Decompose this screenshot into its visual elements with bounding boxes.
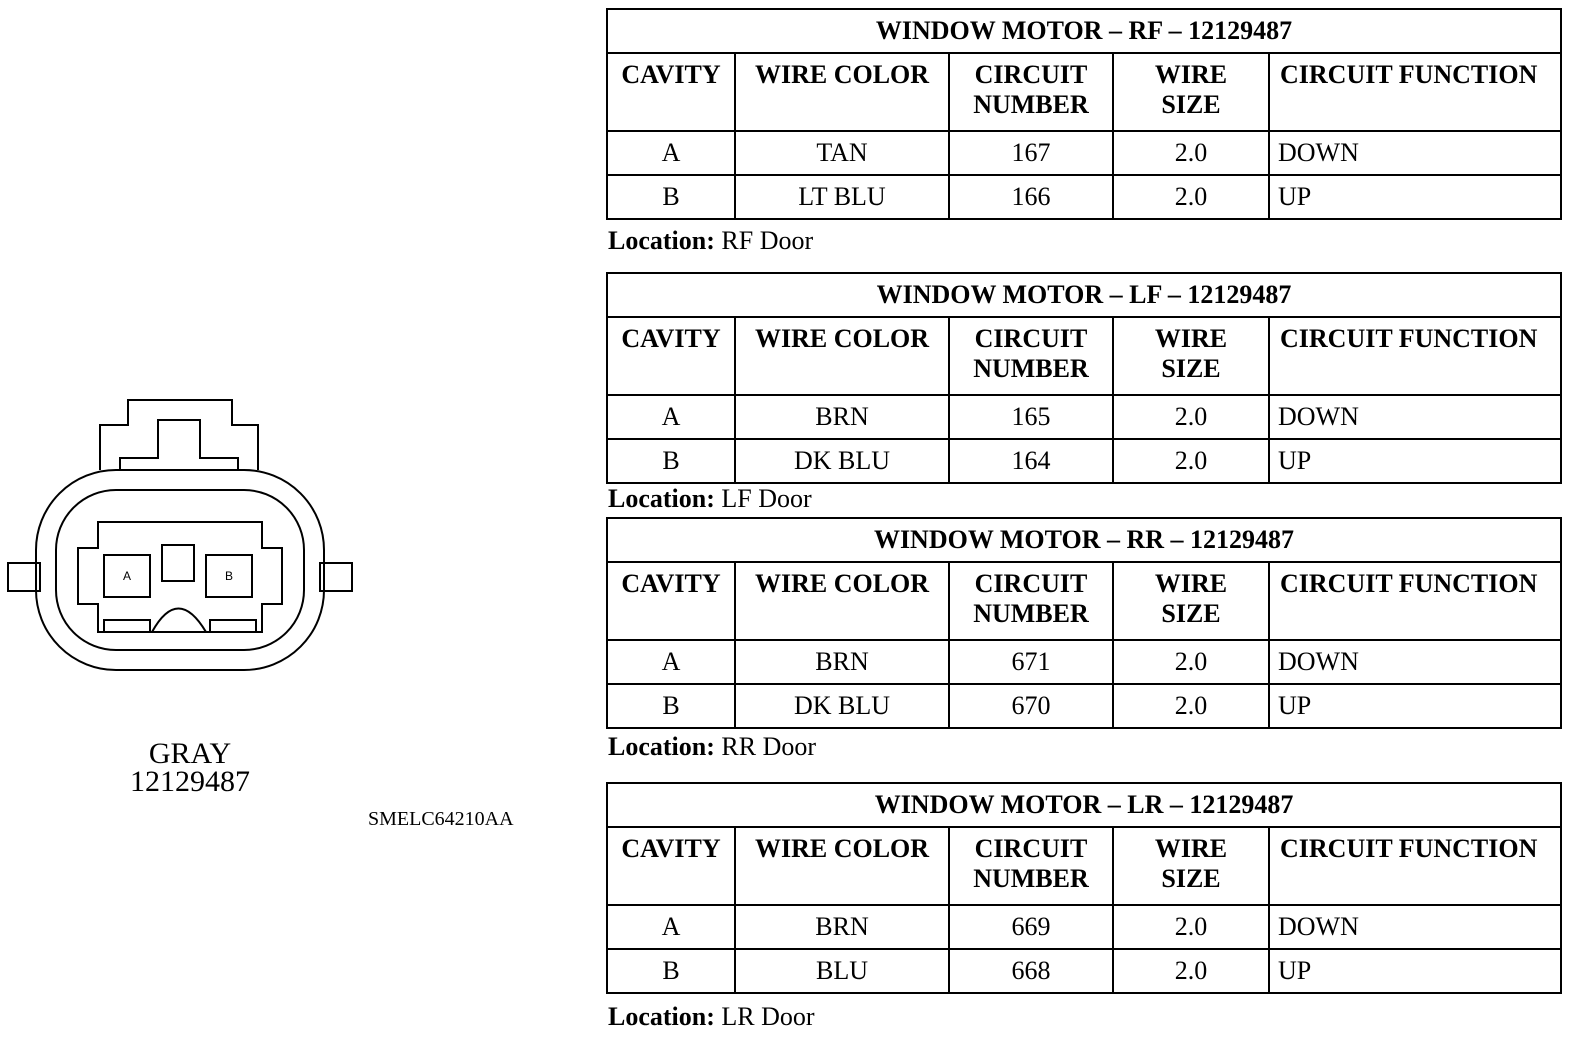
cell-function: DOWN xyxy=(1269,395,1561,439)
cell-size: 2.0 xyxy=(1113,175,1269,219)
cell-function: DOWN xyxy=(1269,640,1561,684)
header-cavity-text: CAVITY xyxy=(621,569,721,598)
cell-function: UP xyxy=(1269,175,1561,219)
header-wire-size-text: SIZE xyxy=(1161,90,1221,119)
cell-wire-color: DK BLU xyxy=(735,439,949,483)
table-row xyxy=(607,439,1561,483)
pinout-table xyxy=(606,272,1562,484)
table-row xyxy=(607,640,1561,684)
header-circuit-number xyxy=(949,827,1113,905)
header-wire-size xyxy=(1113,317,1269,395)
lower-slot-a xyxy=(104,620,150,632)
cell-size: 2.0 xyxy=(1113,439,1269,483)
header-cavity xyxy=(607,53,735,131)
cell-circuit: 670 xyxy=(949,684,1113,728)
location-label: Location: xyxy=(608,732,715,761)
header-wire-size xyxy=(1113,53,1269,131)
header-circuit-number-text: NUMBER xyxy=(973,90,1089,119)
location-value: RR Door xyxy=(721,732,817,761)
center-key xyxy=(162,545,194,581)
connector-inner-wall xyxy=(56,490,304,650)
header-cavity-text: CAVITY xyxy=(621,834,721,863)
cell-cavity: B xyxy=(607,175,735,219)
cell-wire-color: LT BLU xyxy=(735,175,949,219)
table-row xyxy=(607,905,1561,949)
cell-wire-color: BLU xyxy=(735,949,949,993)
header-circuit-number xyxy=(949,317,1113,395)
header-wire-color-text: WIRE COLOR xyxy=(754,324,930,353)
cell-function: UP xyxy=(1269,439,1561,483)
header-wire-color xyxy=(735,562,949,640)
header-wire-size-text: SIZE xyxy=(1161,354,1221,383)
header-wire-size xyxy=(1113,562,1269,640)
cell-size: 2.0 xyxy=(1113,131,1269,175)
location-value: LF Door xyxy=(721,484,812,513)
header-circuit-function-text: CIRCUIT FUNCTION xyxy=(1280,569,1538,598)
header-wire-color xyxy=(735,317,949,395)
header-wire-size-text: WIRE xyxy=(1154,834,1228,863)
connector-color: GRAY xyxy=(148,737,232,770)
header-wire-size-text: WIRE xyxy=(1154,324,1228,353)
table-title: WINDOW MOTOR – RF – 12129487 xyxy=(607,9,1561,53)
cell-circuit: 669 xyxy=(949,905,1113,949)
figure-id: SMELC64210AA xyxy=(368,808,514,830)
location-line xyxy=(608,1002,815,1032)
cell-function: DOWN xyxy=(1269,131,1561,175)
pinout-table xyxy=(606,782,1562,994)
cell-circuit: 164 xyxy=(949,439,1113,483)
cell-wire-color: BRN xyxy=(735,905,949,949)
table-row xyxy=(607,175,1561,219)
table-row xyxy=(607,684,1561,728)
header-circuit-number-text: NUMBER xyxy=(973,599,1089,628)
header-circuit-number-text: NUMBER xyxy=(973,354,1089,383)
header-cavity xyxy=(607,562,735,640)
header-circuit-function xyxy=(1269,317,1561,395)
cell-wire-color: BRN xyxy=(735,395,949,439)
connector-part-number: 12129487 xyxy=(130,765,250,798)
cavity-a-label: A xyxy=(122,569,132,583)
cell-wire-color: TAN xyxy=(735,131,949,175)
header-circuit-function-text: CIRCUIT FUNCTION xyxy=(1280,834,1538,863)
cell-circuit: 165 xyxy=(949,395,1113,439)
cell-circuit: 166 xyxy=(949,175,1113,219)
table-title: WINDOW MOTOR – LF – 12129487 xyxy=(607,273,1561,317)
header-circuit-function xyxy=(1269,562,1561,640)
location-value: RF Door xyxy=(721,226,814,255)
location-value: LR Door xyxy=(721,1002,815,1031)
header-wire-color xyxy=(735,827,949,905)
cell-function: DOWN xyxy=(1269,905,1561,949)
pinout-table xyxy=(606,8,1562,220)
location-label: Location: xyxy=(608,226,715,255)
header-cavity-text: CAVITY xyxy=(621,324,721,353)
header-wire-color-text: WIRE COLOR xyxy=(754,834,930,863)
table-row xyxy=(607,131,1561,175)
header-cavity xyxy=(607,317,735,395)
cavity-b-label: B xyxy=(224,569,234,583)
header-circuit-number-text: CIRCUIT xyxy=(974,324,1088,353)
lower-slot-b xyxy=(210,620,256,632)
header-circuit-function-text: CIRCUIT FUNCTION xyxy=(1280,324,1538,353)
table-title: WINDOW MOTOR – LR – 12129487 xyxy=(607,783,1561,827)
cell-cavity: B xyxy=(607,684,735,728)
cell-circuit: 671 xyxy=(949,640,1113,684)
header-circuit-number-text: NUMBER xyxy=(973,864,1089,893)
cell-size: 2.0 xyxy=(1113,684,1269,728)
cell-cavity: B xyxy=(607,439,735,483)
header-wire-color-text: WIRE COLOR xyxy=(754,569,930,598)
center-arch xyxy=(152,609,206,633)
table-row xyxy=(607,949,1561,993)
header-wire-size xyxy=(1113,827,1269,905)
table-title: WINDOW MOTOR – RR – 12129487 xyxy=(607,518,1561,562)
cell-size: 2.0 xyxy=(1113,640,1269,684)
location-line xyxy=(608,484,812,514)
header-circuit-number-text: CIRCUIT xyxy=(974,569,1088,598)
location-label: Location: xyxy=(608,484,715,513)
cell-size: 2.0 xyxy=(1113,395,1269,439)
cell-circuit: 668 xyxy=(949,949,1113,993)
cell-function: UP xyxy=(1269,684,1561,728)
table-row xyxy=(607,395,1561,439)
cell-wire-color: DK BLU xyxy=(735,684,949,728)
cell-cavity: A xyxy=(607,131,735,175)
cell-cavity: A xyxy=(607,395,735,439)
cell-function: UP xyxy=(1269,949,1561,993)
cell-wire-color: BRN xyxy=(735,640,949,684)
cell-size: 2.0 xyxy=(1113,905,1269,949)
location-line xyxy=(608,732,816,762)
header-wire-color-text: WIRE COLOR xyxy=(754,60,930,89)
header-wire-color xyxy=(735,53,949,131)
location-label: Location: xyxy=(608,1002,715,1031)
pinout-table xyxy=(606,517,1562,729)
header-circuit-number-text: CIRCUIT xyxy=(974,834,1088,863)
header-circuit-function xyxy=(1269,53,1561,131)
header-wire-size-text: SIZE xyxy=(1161,864,1221,893)
connector-body xyxy=(36,470,324,670)
latch-outline xyxy=(100,400,258,470)
header-wire-size-text: WIRE xyxy=(1154,569,1228,598)
location-line xyxy=(608,226,813,256)
header-circuit-number xyxy=(949,562,1113,640)
latch-inner xyxy=(120,420,238,470)
header-wire-size-text: WIRE xyxy=(1154,60,1228,89)
header-circuit-number xyxy=(949,53,1113,131)
header-circuit-function-text: CIRCUIT FUNCTION xyxy=(1280,60,1538,89)
cell-cavity: B xyxy=(607,949,735,993)
header-wire-size-text: SIZE xyxy=(1161,599,1221,628)
header-cavity-text: CAVITY xyxy=(621,60,721,89)
header-cavity xyxy=(607,827,735,905)
cell-cavity: A xyxy=(607,640,735,684)
cell-circuit: 167 xyxy=(949,131,1113,175)
cell-cavity: A xyxy=(607,905,735,949)
cell-size: 2.0 xyxy=(1113,949,1269,993)
header-circuit-number-text: CIRCUIT xyxy=(974,60,1088,89)
connector-diagram xyxy=(0,380,360,680)
header-circuit-function xyxy=(1269,827,1561,905)
